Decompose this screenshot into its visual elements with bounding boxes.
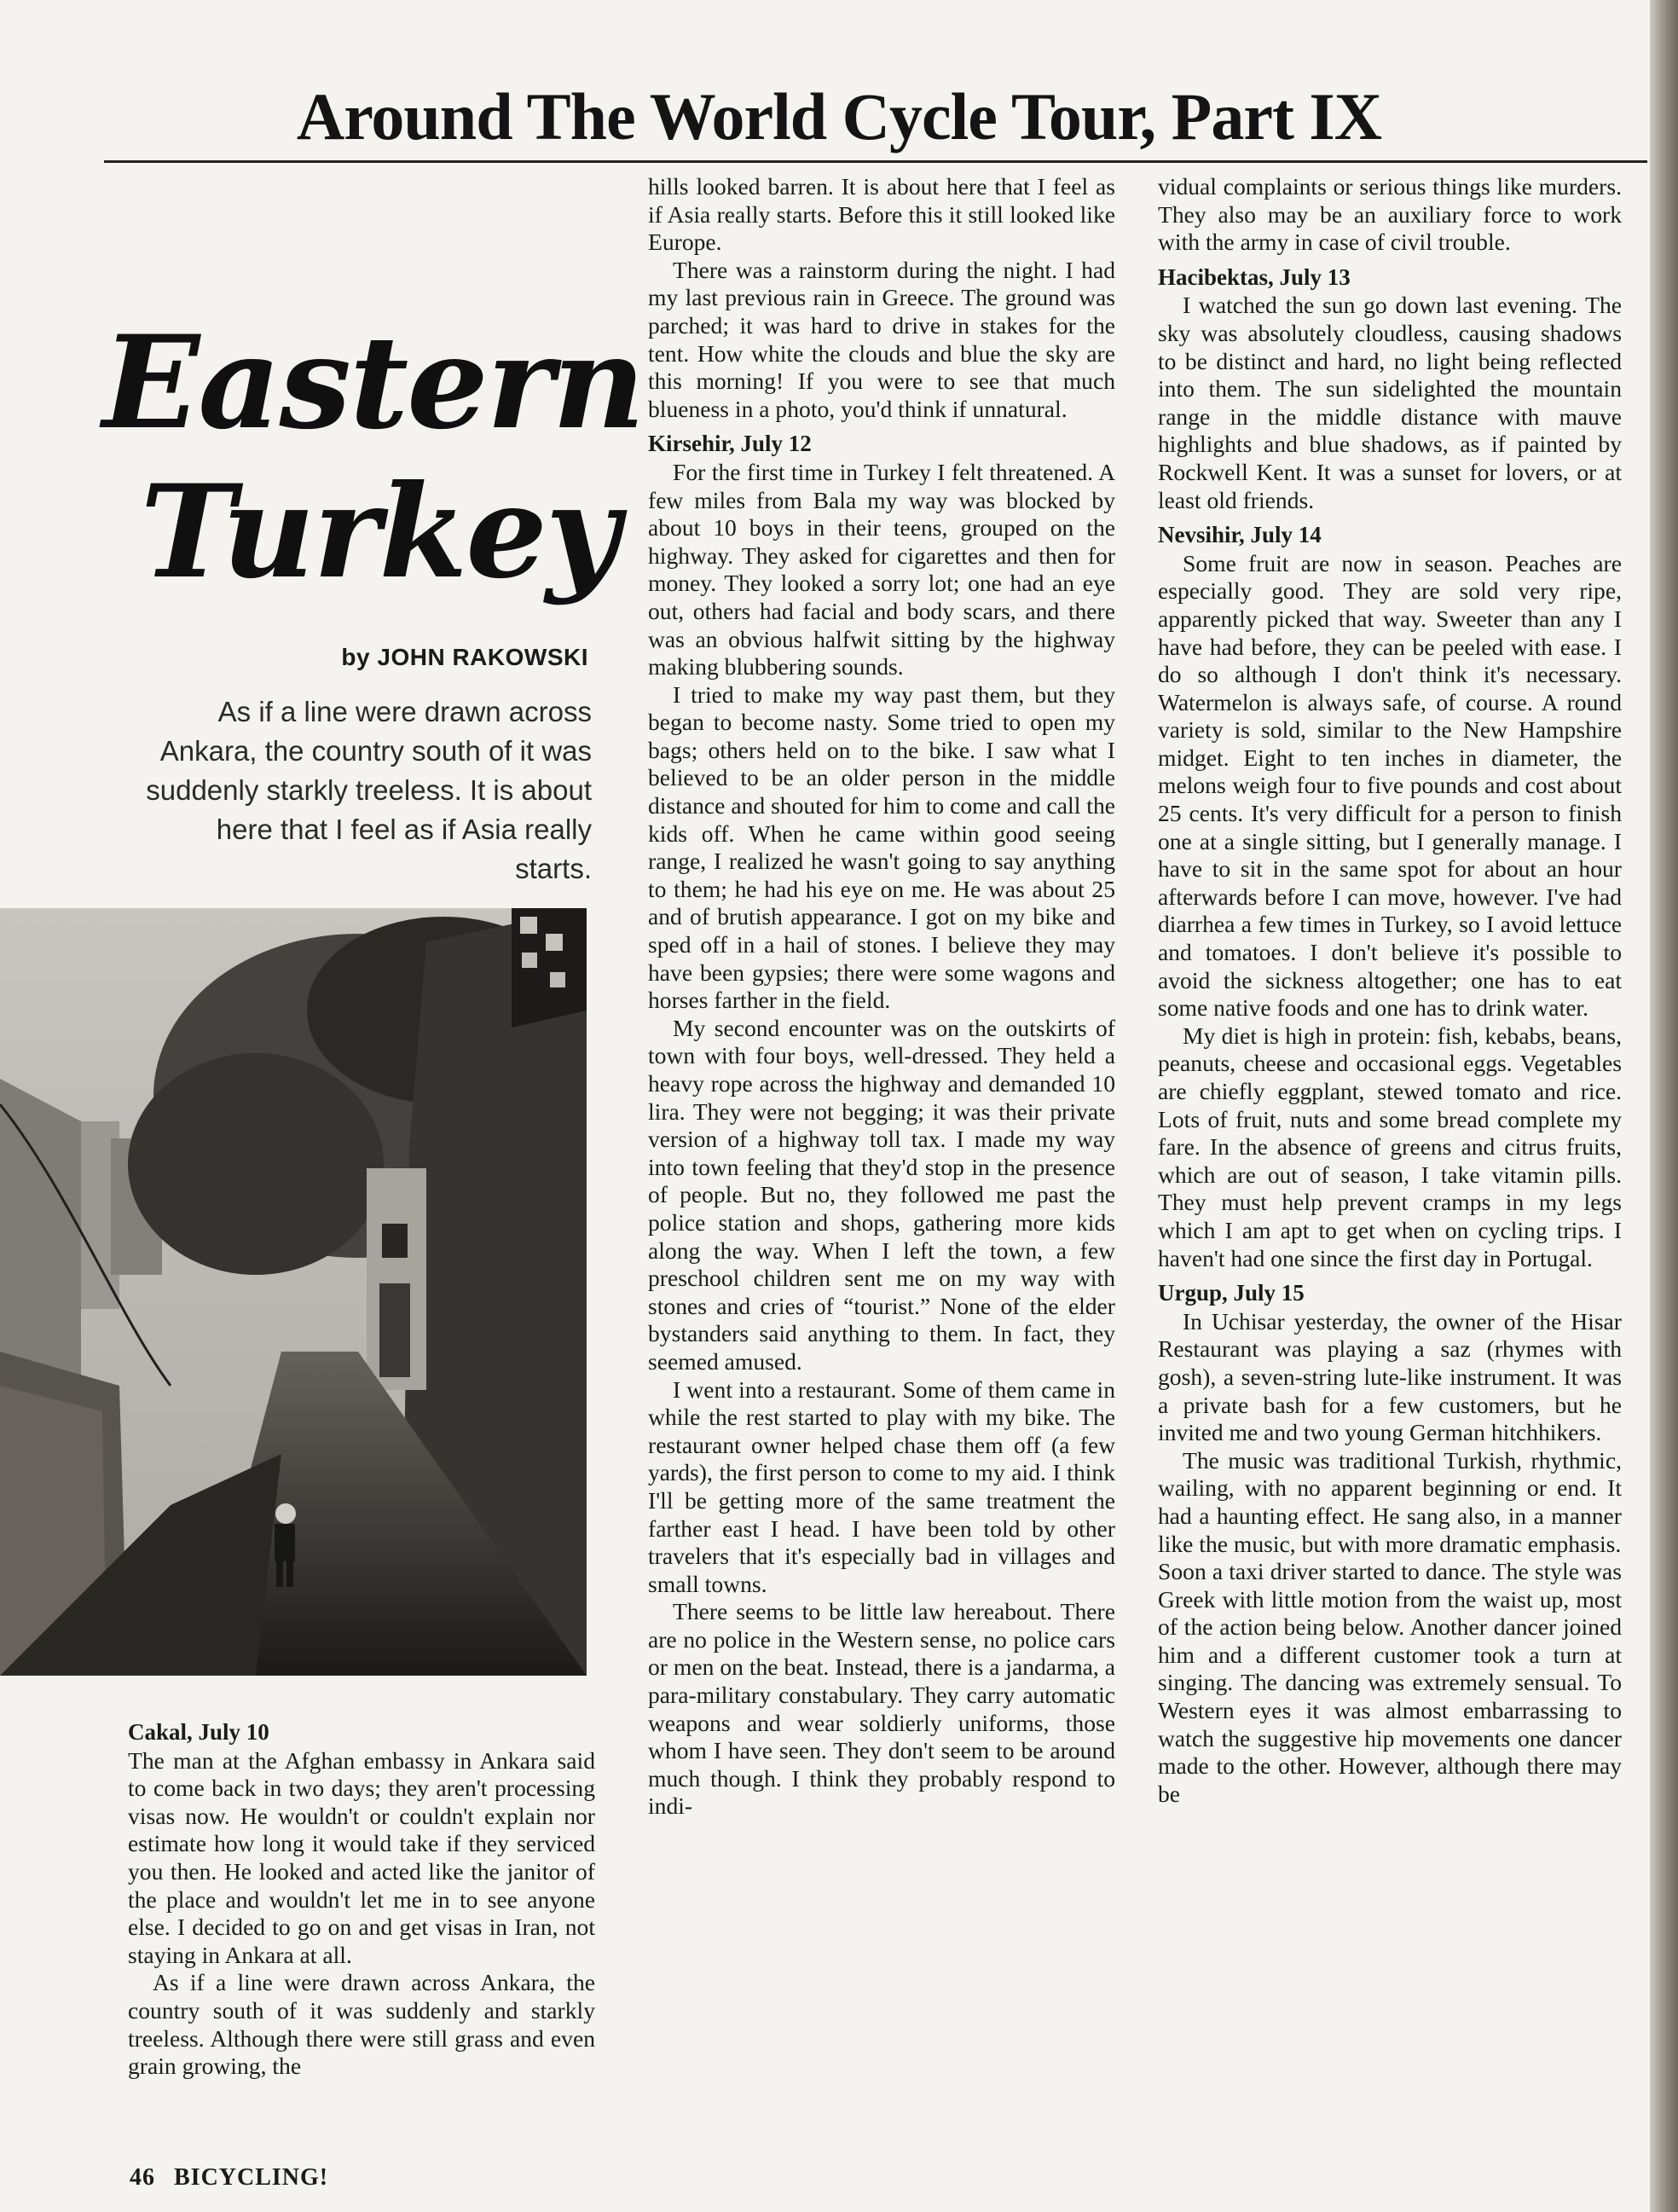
text-column-3 — [1158, 173, 1622, 1808]
body-paragraph: In Uchisar yesterday, the owner of the Hisar Restaurant was playing a saz (rhymes with gosh), a seven-string lute-like instrument. It was a private bash for a few customers, but he invited me and two young German hitchhikers. — [1158, 1307, 1622, 1446]
street-photo-illustration — [0, 908, 587, 1676]
body-paragraph: Soon a taxi driver started to dance. The style was Greek with little motion from the waist up, most of the action being below. Another dancer joined him and a different customer took a turn at singing. The dancing was extremely sensual. To Western eyes it was almost embarrassing to watch the suggestive hip movements one dancer made to the other. However, although there may be — [1158, 1558, 1622, 1807]
dateline-heading: Hacibektas, July 13 — [1158, 263, 1351, 290]
article-title — [102, 308, 644, 607]
body-paragraph: My second encounter was on the outskirts of town with four boys, well-dressed. They held a heavy rope across the highway and demanded 10 lira. They were not begging; it was their private version of a highway toll tax. I made my way into town feeling that they'd stop in the presence of people. But no, they followed me past the police station and shops, gathering more kids along the way. When I left the town, a few preschool children sent me on my way with stones and cries of “tourist.” None of the elder bystanders said anything to them. In fact, they seemed amused. — [648, 1014, 1115, 1375]
body-paragraph: I watched the sun go down last evening. The sky was absolutely cloudless, causing shadows to be distinct and hard, no light being reflected into them. The sun sidelighted the mountain range in the middle distance with mauve highlights and blue shadows, as if painted by Rockwell Kent. It was a sunset for lovers, or at least old friends. — [1158, 292, 1622, 513]
body-paragraph: There was a rainstorm during the night. I had my last previous rain in Greece. The ground was parched; it was hard to drive in stakes for the tent. How white the clouds and blue the sky are this morning! If you were to see that much blueness in a photo, you'd think if unnatural. — [648, 256, 1115, 422]
body-paragraph: There seems to be little law hereabout. There are no police in the Western sense, no police cars or men on the beat. Instead, there is a jandarma, a para-military constabulary. They carry automatic weapons and wear soldierly uniforms, those whom I have seen. They don't seem to be around much though. I think they probably respond to indi- — [648, 1598, 1115, 1820]
body-paragraph: I went into a restaurant. Some of them came in while the rest started to play with my bike. The restaurant owner helped chase them off (a few yards), the first person to come to my aid. I think I'll be getting more of the same treatment the farther east I head. I have been told by other travelers that it's especially bad in villages and small towns. — [648, 1375, 1115, 1597]
body-paragraph: My diet is high in protein: fish, kebabs, beans, peanuts, cheese and occasional eggs. Vegetables are chiefly eggplant, stewed tomato and rice. Lots of fruit, nuts and some bread complete my fare. In the absence of greens and citrus fruits, which are out of season, I take vitamin pills. They must help prevent cramps in my legs which I am apt to get when on cycling trips. I haven't had one since the first day in Portugal. — [1158, 1022, 1622, 1271]
dateline-heading: Kirsehir, July 12 — [648, 431, 812, 457]
body-paragraph: The man at the Afghan embassy in Ankara said to come back in two days; they aren't processing visas now. He wouldn't or couldn't explain nor estimate how long it would take if they serviced you then. He looked and acted like the janitor of the place and wouldn't let me in to see anyone else. I decided to go on and get visas in Iran, not staying in Ankara at all. — [128, 1746, 595, 1968]
street-photo — [0, 908, 587, 1676]
body-paragraph: vidual complaints or serious things like murders. They also may be an auxiliary force to work with the army in case of civil trouble. — [1158, 173, 1622, 256]
body-paragraph: For the first time in Turkey I felt threatened. A few miles from Bala my way was blocked by about 10 boys in their teens, grouped on the highway. They asked for cigarettes and then for money. They looked a sorry lot; one had an eye out, others had facial and body scars, and there was an obvious halfwit sitting by the highway making blubbering sounds. — [648, 458, 1115, 680]
magazine-name: BICYCLING! — [174, 2164, 329, 2191]
pull-quote: As if a line were drawn across Ankara, the country south of it was suddenly starkly treeless. It is about here that I feel as if Asia really starts. — [146, 696, 592, 884]
page-number: 46 — [130, 2164, 155, 2191]
body-paragraph: hills looked barren. It is about here that I feel as if Asia really starts. Before this it still looked like Europe. — [648, 173, 1115, 256]
byline: by JOHN RAKOWSKI — [341, 644, 588, 670]
dateline-heading: Cakal, July 10 — [128, 1719, 269, 1745]
header-rule — [104, 160, 1647, 163]
body-paragraph: As if a line were drawn across Ankara, the country south of it was suddenly and starkly treeless. Although there were still grass and even grain growing, the — [128, 1969, 595, 2080]
page-footer — [130, 2164, 347, 2192]
body-paragraph: I tried to make my way past them, but they began to become nasty. Some tried to open my bags; others held on to the bike. I saw what I believed to be an older person in the middle distance and shouted for him to come and call the kids off. When he came within good seeing range, I realized he wasn't going to say anything to them; he had his eye on me. He was about 25 and of brutish appearance. I got on my bike and sped off in a hail of stones. I believe they may have been gypsies; there were some wagons and horses farther in the field. — [648, 680, 1115, 1014]
body-paragraph: Some fruit are now in season. Peaches are especially good. They are sold very ripe, apparently picked that way. Sweeter than any I have had before, they can be peeled with ease. I do so although I don't think it's necessary. Watermelon is always safe, of course. A round variety is sold, similar to the New Hampshire midget. Eight to ten inches in diameter, the melons weigh four to five pounds and cost about 25 cents. It's very difficult for a person to finish one at a single sitting, but I generally manage. I have to sit in the same spot for about an hour afterwards before I can move, however. I've had diarrhea a few times in Turkey, so I avoid lettuce and tomatoes. I don't believe it's possible to avoid the sickness altogether; one has to eat some native foods and one has to drink water. — [1158, 549, 1622, 1022]
title-line-2: Turkey — [140, 457, 618, 607]
text-column-1 — [128, 1711, 595, 2081]
page-edge-shadow — [1650, 0, 1678, 2212]
dateline-heading: Urgup, July 15 — [1158, 1280, 1305, 1306]
series-title: Around The World Cycle Tour, Part IX — [296, 79, 1382, 153]
text-column-2 — [648, 173, 1115, 1821]
dateline-heading: Nevsihir, July 14 — [1158, 522, 1322, 548]
body-paragraph: The music was traditional Turkish, rhythmic, wailing, with no apparent beginning or end. It had a haunting effect. He sang also, in a manner like the music, but with more dramatic emphasis. — [1158, 1446, 1622, 1557]
title-line-1: Eastern — [102, 308, 644, 458]
